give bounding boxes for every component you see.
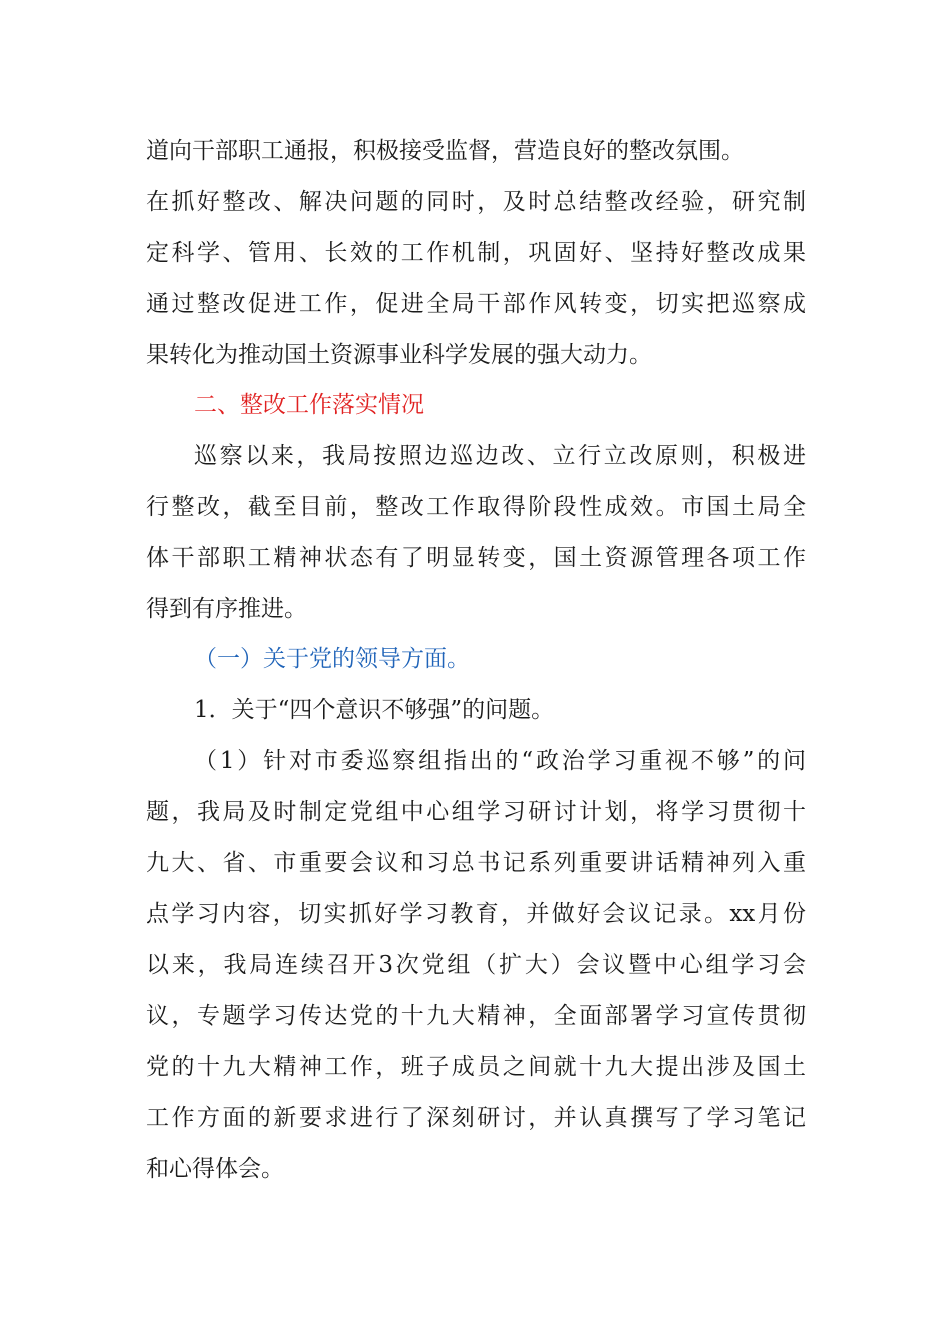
paragraph-line: 在抓好整改、解决问题的同时，及时总结整改经验，研究制 (146, 189, 806, 215)
paragraph-line: 题，我局及时制定党组中心组学习研讨计划，将学习贯彻十 (146, 799, 806, 825)
subsection-heading: （一）关于党的领导方面。 (194, 646, 470, 672)
paragraph-line: 得到有序推进。 (146, 596, 307, 622)
paragraph-line: 和心得体会。 (146, 1156, 284, 1182)
section-heading: 二、整改工作落实情况 (194, 392, 424, 418)
paragraph-line: （1）针对市委巡察组指出的“政治学习重视不够”的问 (194, 748, 806, 774)
paragraph-line: 定科学、管用、长效的工作机制，巩固好、坚持好整改成果 (146, 240, 806, 266)
paragraph-line: 以来，我局连续召开3次党组（扩大）会议暨中心组学习会 (146, 952, 806, 978)
paragraph-line: 行整改，截至目前，整改工作取得阶段性成效。市国土局全 (146, 494, 806, 520)
paragraph-line: 果转化为推动国土资源事业科学发展的强大动力。 (146, 342, 652, 368)
paragraph-line: 通过整改促进工作，促进全局干部作风转变，切实把巡察成 (146, 291, 806, 317)
paragraph-line: 点学习内容，切实抓好学习教育，并做好会议记录。xx月份 (146, 901, 806, 927)
paragraph-line: 1．关于“四个意识不够强”的问题。 (194, 697, 555, 723)
paragraph-line: 工作方面的新要求进行了深刻研讨，并认真撰写了学习笔记 (146, 1105, 806, 1131)
paragraph-line: 九大、省、市重要会议和习总书记系列重要讲话精神列入重 (146, 850, 806, 876)
paragraph-line: 议，专题学习传达党的十九大精神，全面部署学习宣传贯彻 (146, 1003, 806, 1029)
paragraph-line: 体干部职工精神状态有了明显转变，国土资源管理各项工作 (146, 545, 806, 571)
paragraph-line: 道向干部职工通报，积极接受监督，营造良好的整改氛围。 (146, 138, 744, 164)
paragraph-line: 党的十九大精神工作，班子成员之间就十九大提出涉及国土 (146, 1054, 806, 1080)
paragraph-line: 巡察以来，我局按照边巡边改、立行立改原则，积极进 (194, 443, 806, 469)
